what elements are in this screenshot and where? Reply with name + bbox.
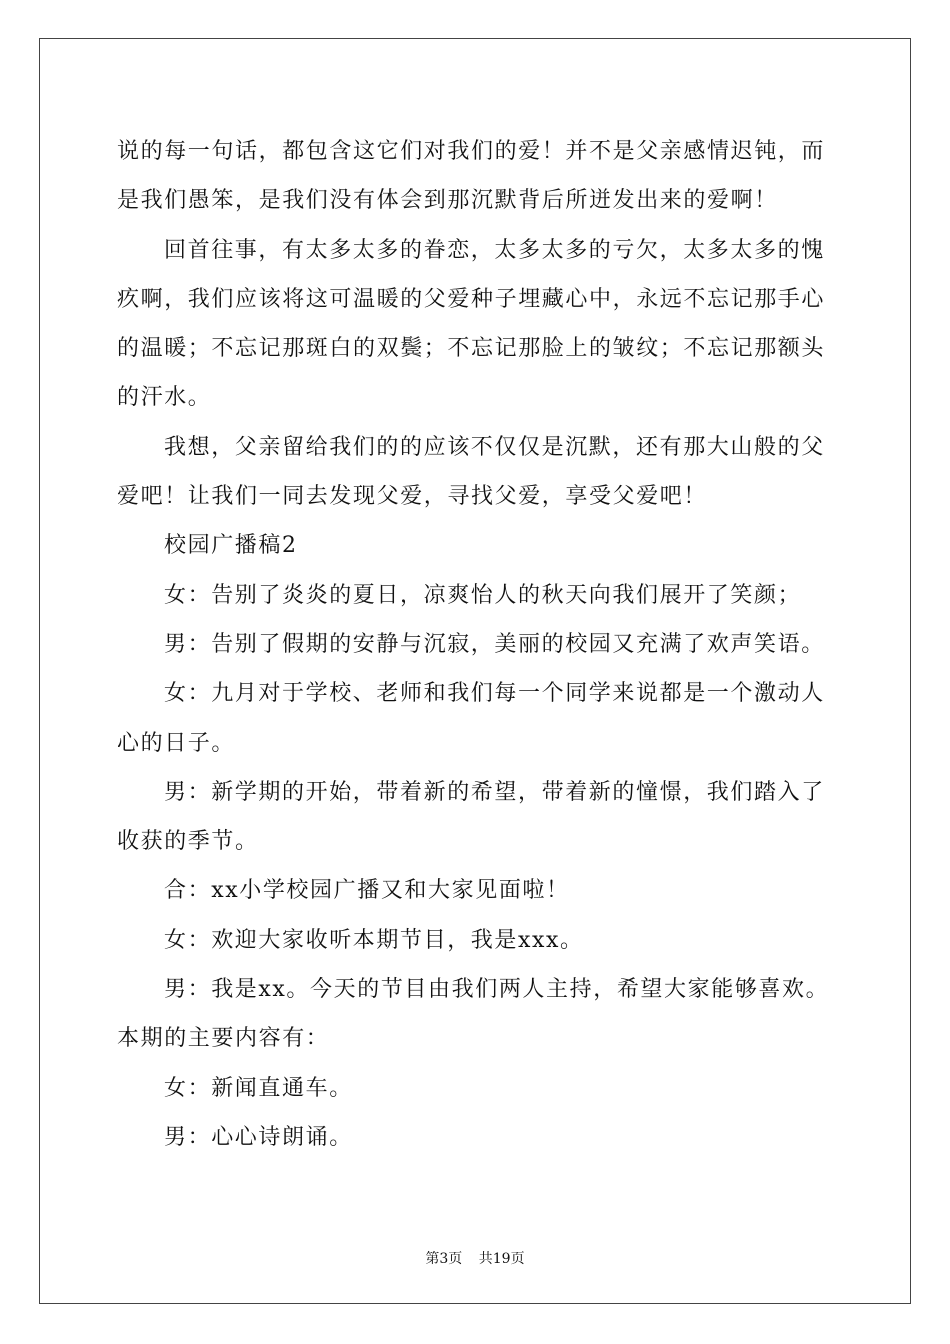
page-total: 共19页 [478,1251,525,1267]
paragraph: 女：新闻直通车。 [164,1075,353,1101]
section-heading: 校园广播稿2 [164,533,298,559]
paragraph: 女：九月对于学校、老师和我们每一个同学来说都是一个激动人心的日子。 [117,681,825,756]
paragraph: 女：告别了炎炎的夏日，凉爽怡人的秋天向我们展开了笑颜； [164,582,802,608]
paragraph: 我想，父亲留给我们的的应该不仅仅是沉默，还有那大山般的父爱吧！让我们一同去发现父爱，寻找父爱，享受父爱吧！ [117,434,825,510]
paragraph: 男：我是xx。今天的节目由我们两人主持，希望大家能够喜欢。本期的主要内容有： [117,977,830,1052]
paragraph: 男：告别了假期的安静与沉寂，美丽的校园又充满了欢声笑语。 [164,631,825,657]
page-footer [0,1248,950,1268]
paragraph: 男：新学期的开始，带着新的希望，带着新的憧憬，我们踏入了收获的季节。 [117,779,825,855]
document-body [117,127,839,1162]
paragraph: 回首往事，有太多太多的眷恋，太多太多的亏欠，太多太多的愧疚啊，我们应该将这可温暖的父爱种子埋藏心中，永远不忘记那手心的温暖；不忘记那斑白的双鬓；不忘记那脸上的皱纹；不忘记那额头的汗水。 [117,237,826,411]
page-number: 第3页 [425,1251,463,1267]
paragraph: 说的每一句话，都包含这它们对我们的爱！并不是父亲感情迟钝，而是我们愚笨，是我们没有体会到那沉默背后所迸发出来的爱啊！ [117,139,826,214]
paragraph: 女：欢迎大家收听本期节目，我是xxx。 [164,927,584,953]
paragraph: 合：xx小学校园广播又和大家见面啦！ [164,878,570,904]
paragraph: 男：心心诗朗诵。 [164,1124,353,1150]
